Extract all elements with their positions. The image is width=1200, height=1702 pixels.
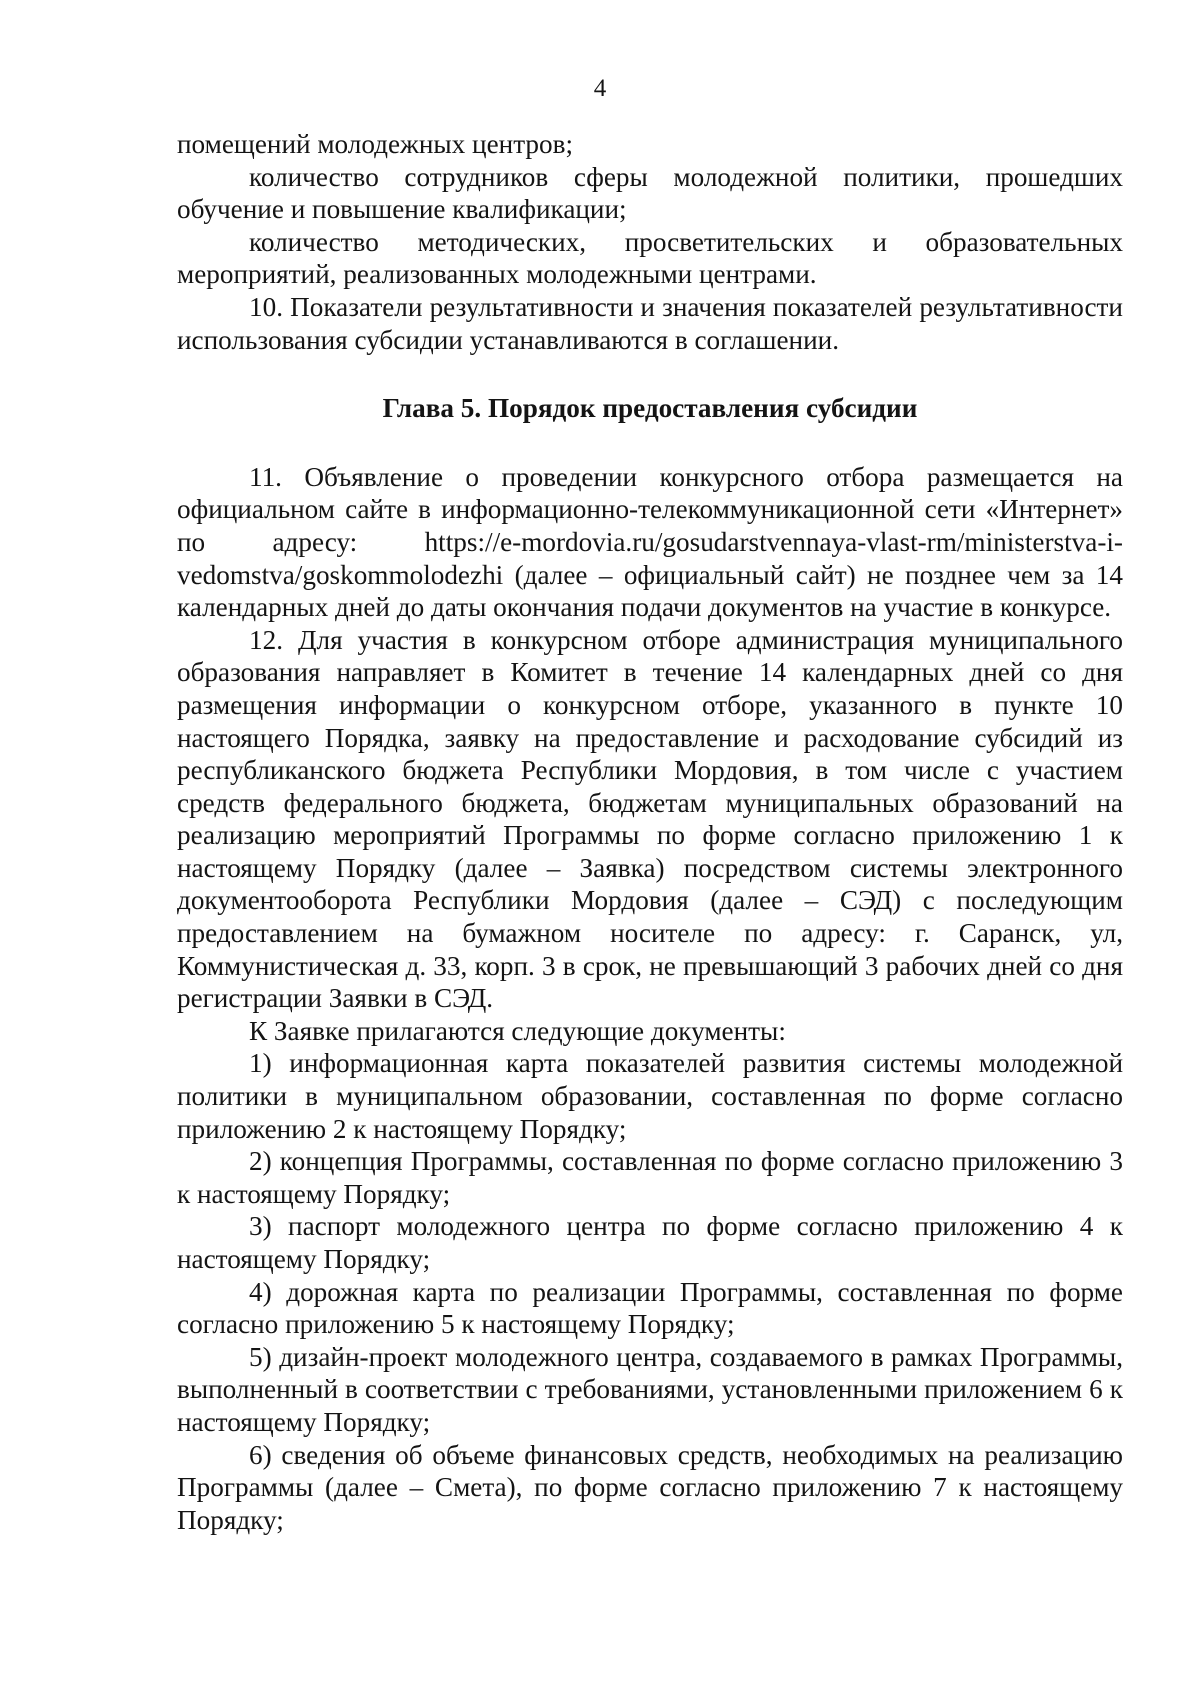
list-item-2: 2) концепция Программы, составленная по форме согласно приложению 3 к настоящему Порядку; [177, 1146, 1123, 1209]
list-item-5: 5) дизайн-проект молодежного центра, создаваемого в рамках Программы, выполненный в соответствии с требованиями, установленными приложением 6 к настоящему Порядку; [177, 1341, 1123, 1437]
paragraph-item-12: 12. Для участия в конкурсном отборе администрация муниципального образования направляет в Комитет в течение 14 календарных дней со дня размещения информации о конкурсном отборе, указанного в пункте 10 настоящего Порядка, заявку на предоставление и расходование субсидий из республиканского бюджета Республики Мордовия, в том числе с участием средств федерального бюджета, бюджетам муниципальных образований на реализацию мероприятий Программы по форме согласно приложению 1 к настоящему Порядку (далее – Заявка) посредством системы электронного документооборота Республики Мордовия (далее – СЭД) с последующим предоставлением на бумажном носителе по адресу: г. Саранск, ул, Коммунистическая д. 33, корп. 3 в срок, не превышающий 3 рабочих дней со дня регистрации Заявки в СЭД. [177, 624, 1123, 1014]
list-item-6: 6) сведения об объеме финансовых средств, необходимых на реализацию Программы (далее – Смета), по форме согласно приложению 7 к настоящему Порядку; [177, 1439, 1123, 1535]
paragraph-attachments-intro: К Заявке прилагаются следующие документы: [249, 1015, 786, 1046]
paragraph-item-11: 11. Объявление о проведении конкурсного отбора размещается на официальном сайте в информационно-телекоммуникационной сети «Интернет» по адресу: https://e-mordovia.ru/gosudarstvennaya-vlast-rm/ministerstva-i-vedomstva/goskommolodezhi (далее – официальный сайт) не позднее чем за 14 календарных дней до даты окончания подачи документов на участие в конкурсе. [177, 461, 1123, 623]
paragraph-item-10: 10. Показатели результативности и значения показателей результативности использования субсидии устанавливаются в соглашении. [177, 291, 1123, 355]
paragraph-staff-count: количество сотрудников сферы молодежной политики, прошедших обучение и повышение квалификации; [177, 161, 1123, 225]
list-item-1: 1) информационная карта показателей развития системы молодежной политики в муниципальном образовании, составленная по форме согласно приложению 2 к настоящему Порядку; [177, 1048, 1123, 1144]
paragraph-continuation: помещений молодежных центров; [177, 129, 574, 159]
chapter-title: Глава 5. Порядок предоставления субсидии [382, 393, 918, 424]
paragraph-events-count: количество методических, просветительских и образовательных мероприятий, реализованных молодежными центрами. [177, 226, 1123, 290]
page-number: 4 [593, 75, 607, 102]
document-body [177, 128, 1123, 1536]
list-item-4: 4) дорожная карта по реализации Программы, составленная по форме согласно приложению 5 к настоящему Порядку; [177, 1276, 1123, 1340]
list-item-3: 3) паспорт молодежного центра по форме согласно приложению 4 к настоящему Порядку; [177, 1211, 1123, 1274]
